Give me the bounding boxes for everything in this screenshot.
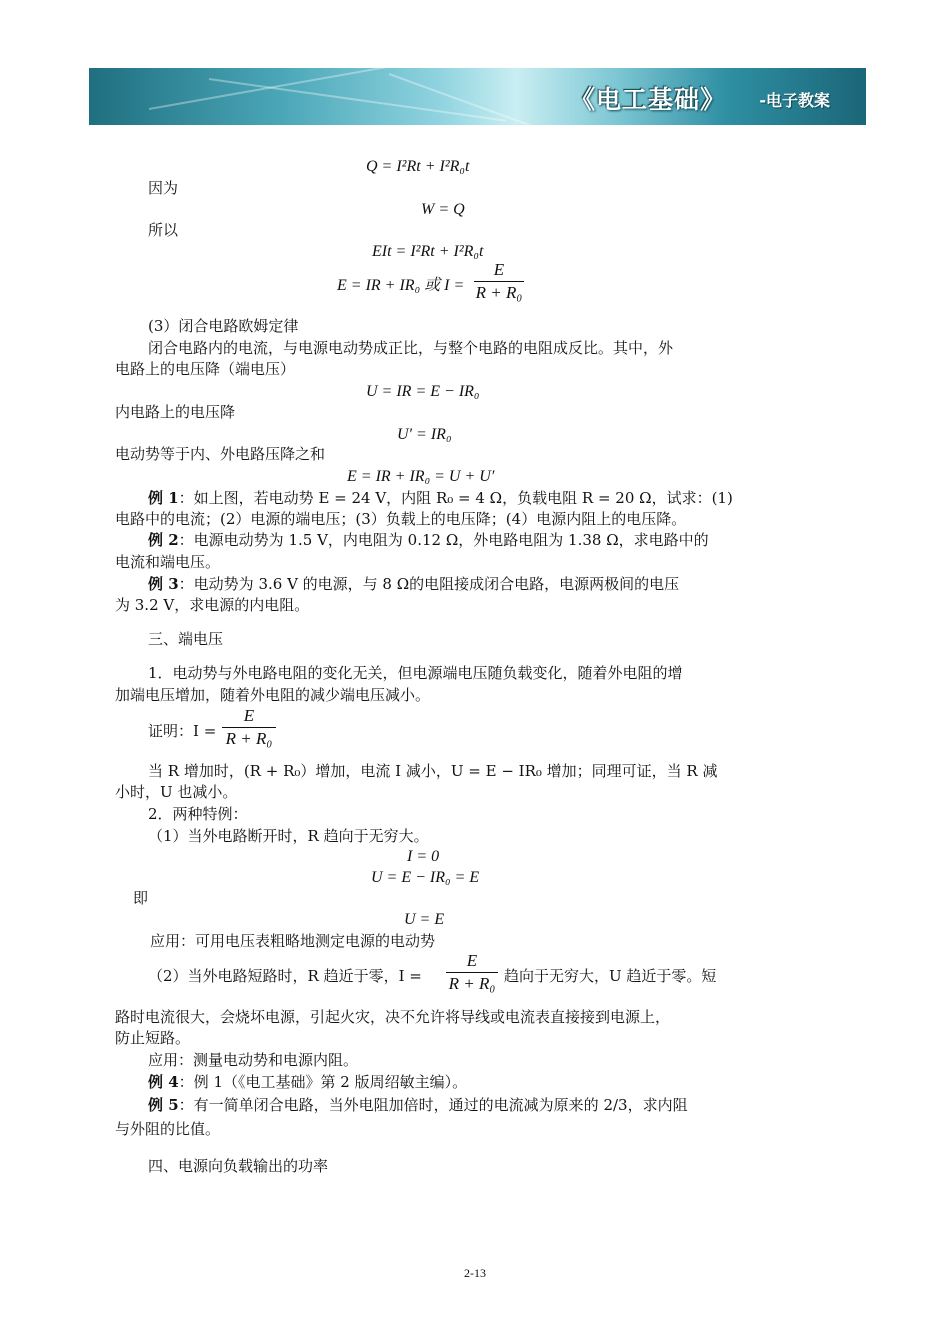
example-3: [148, 575, 679, 593]
banner-title: 《电工基础》: [569, 85, 726, 114]
equation: U = E: [404, 911, 445, 928]
example-label: 例 5: [148, 1096, 179, 1114]
equation: U′ = IR₀: [397, 426, 452, 443]
text-line: 小时，U 也减小。: [115, 783, 238, 801]
fraction: [446, 951, 498, 994]
text-line: 1．电动势与外电路电阻的变化无关，但电源端电压随负载变化，随着外电阻的增: [148, 664, 683, 682]
example-text: ：电源电动势为 1.5 V，内电阻为 0.12 Ω，外电路电阻为 1.38 Ω，求电路中的: [178, 531, 709, 549]
example-text: ：有一简单闭合电路，当外电阻加倍时，通过的电流减为原来的 2/3，求内阻: [178, 1096, 688, 1114]
equation: I = 0: [407, 848, 440, 865]
equation: Q = I²Rt + I²R₀t: [366, 158, 470, 175]
text-line: 为 3.2 V，求电源的内电阻。: [115, 596, 310, 614]
equation: E = IR + IR₀ = U + U′: [347, 468, 495, 485]
equation: W = Q: [421, 201, 465, 218]
page-number: 2-13: [464, 1266, 486, 1280]
text-line: 加端电压增加，随着外电阻的减少端电压减小。: [115, 686, 431, 704]
example-text: ：例 1（《电工基础》第 2 版周绍敏主编）。: [178, 1073, 468, 1091]
equation: U = IR = E − IR₀: [366, 383, 480, 400]
equation: U = E − IR₀ = E: [371, 869, 480, 886]
text-line: 即: [133, 889, 149, 907]
text-line: 所以: [148, 221, 179, 239]
example-4: [148, 1073, 467, 1091]
fraction-numerator: E: [493, 260, 505, 279]
fraction-numerator: E: [466, 951, 478, 970]
fraction-denominator: R + R₀: [225, 729, 273, 748]
example-text: ：电动势为 3.6 V 的电源，与 8 Ω的电阻接成闭合电路，电源两极间的电压: [178, 575, 680, 593]
fraction-numerator: E: [243, 706, 255, 725]
text-line: 应用：可用电压表粗略地测定电源的电动势: [150, 932, 436, 950]
banner-subtitle: -电子教案: [759, 91, 830, 110]
section-heading: (3）闭合电路欧姆定律: [148, 317, 299, 335]
text-line: 防止短路。: [115, 1029, 191, 1047]
text-line: 电路中的电流；(2）电源的端电压；(3）负载上的电压降；(4）电源内阻上的电压降。: [115, 510, 687, 528]
section-heading: 三、端电压: [148, 630, 224, 648]
text-line: 电动势等于内、外电路压降之和: [115, 445, 326, 463]
header-banner: [89, 68, 866, 125]
text-line: 与外阻的比值。: [115, 1120, 221, 1138]
fraction: [222, 706, 276, 749]
text-line: 趋向于无穷大，U 趋近于零。短: [504, 967, 717, 985]
fraction-bar: [446, 972, 498, 973]
fraction-bar: [474, 281, 524, 282]
example-text: ：如上图，若电动势 E = 24 V，内阻 R₀ = 4 Ω，负载电阻 R = 20 Ω，试求：(1): [178, 489, 733, 507]
equation: E = IR + IR₀ 或 I =: [337, 277, 465, 294]
text-line: 证明：I =: [148, 722, 217, 740]
fraction-denominator: R + R₀: [448, 974, 496, 993]
example-label: 例 3: [148, 575, 179, 593]
text-line: 当 R 增加时，(R + R₀）增加，电流 I 减小，U = E − IR₀ 增加；同理可证，当 R 减: [148, 762, 718, 780]
example-5: [148, 1096, 688, 1114]
text-line: 路时电流很大，会烧坏电源，引起火灾，决不允许将导线或电流表直接接到电源上，: [115, 1008, 671, 1026]
text-line: 电路上的电压降（端电压）: [115, 360, 296, 378]
text-line: 因为: [148, 179, 179, 197]
example-2: [148, 531, 709, 549]
text-line: 2．两种特例：: [148, 805, 248, 823]
text-line: （2）当外电路短路时，R 趋近于零，I =: [148, 967, 422, 985]
example-label: 例 1: [148, 489, 179, 507]
equation: EIt = I²Rt + I²R₀t: [372, 243, 484, 260]
section-heading: 四、电源向负载输出的功率: [148, 1157, 329, 1175]
fraction-denominator: R + R₀: [475, 283, 523, 302]
example-1: [148, 489, 733, 507]
fraction-bar: [222, 727, 276, 728]
text-line: 闭合电路内的电流，与电源电动势成正比，与整个电路的电阻成反比。其中，外: [148, 339, 674, 357]
text-line: 应用：测量电动势和电源内阻。: [148, 1051, 359, 1069]
text-line: （1）当外电路断开时，R 趋向于无穷大。: [148, 827, 429, 845]
example-label: 例 2: [148, 531, 179, 549]
text-line: 内电路上的电压降: [115, 403, 236, 421]
fraction: [474, 260, 524, 303]
example-label: 例 4: [148, 1073, 179, 1091]
text-line: 电流和端电压。: [115, 553, 221, 571]
